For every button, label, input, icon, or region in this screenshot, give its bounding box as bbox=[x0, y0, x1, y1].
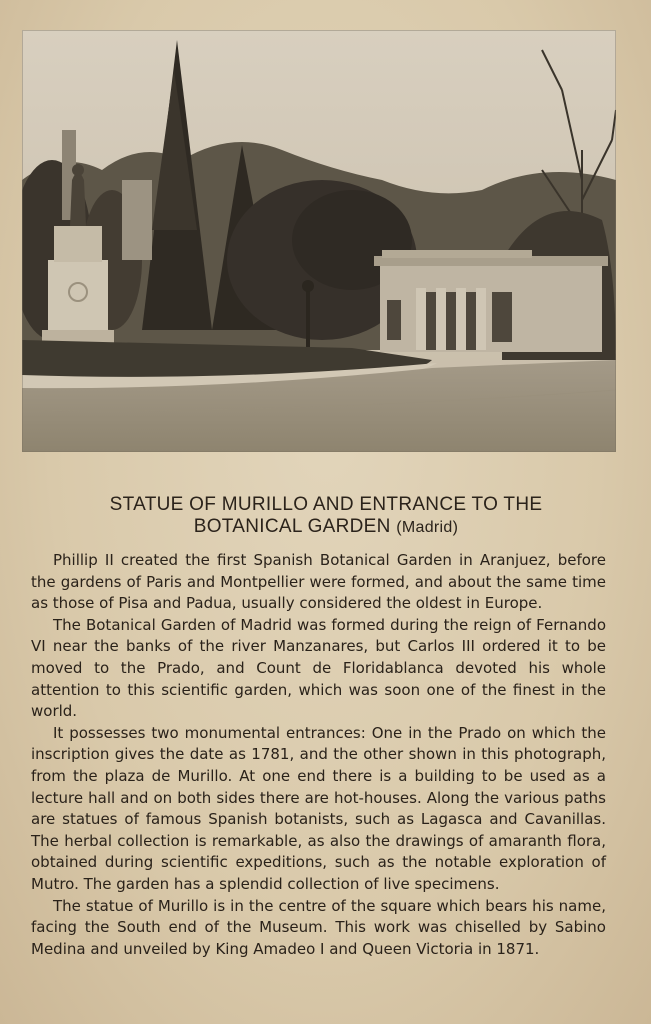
paragraph-madrid-garden: The Botanical Garden of Madrid was formed during the reign of Fernando VI near the banks of the river Manzanares, but Carlos III ordered it to be moved to the Prado, and Count de Floridablanca devoted his whole attention to this scientific garden, which was soon one of the finest in the world. bbox=[31, 615, 606, 721]
paragraph-aranjuez: Phillip II created the first Spanish Botanical Garden in Aranjuez, before the gardens of Paris and Montpellier were formed, and about the same time as those of Pisa and Padua, usually considered the oldest in Europe. bbox=[31, 551, 606, 613]
photograph bbox=[22, 30, 616, 452]
description-text bbox=[31, 550, 606, 960]
paragraph-entrances: It possesses two monumental entrances: One in the Prado on which the inscription gives the date as 1781, and the other shown in this photograph, from the plaza de Murillo. At one end there is a building to be used as a lecture hall and on both sides there are hot-houses. Along the various paths are statues of famous Spanish botanists, such as Lagasca and Cavanillas. The herbal collection is remarkable, as also the drawings of amaranth flora, obtained during scientific expeditions, such as the notable exploration of Mutro. The garden has a splendid collection of live specimens. bbox=[31, 723, 606, 893]
title-line-2 bbox=[30, 516, 622, 539]
title-line-1: STATUE OF MURILLO AND ENTRANCE TO THE bbox=[109, 494, 543, 515]
photograph-illustration bbox=[22, 30, 616, 452]
title-line-2-main: BOTANICAL GARDEN bbox=[193, 516, 391, 537]
paragraph-murillo-statue: The statue of Murillo is in the centre of the square which bears his name, facing the South end of the Museum. This work was chiselled by Sabino Medina and unveiled by King Amadeo I and Queen Victoria in 1871. bbox=[31, 896, 606, 958]
postcard-title bbox=[30, 494, 622, 539]
title-location: (Madrid) bbox=[396, 519, 459, 536]
